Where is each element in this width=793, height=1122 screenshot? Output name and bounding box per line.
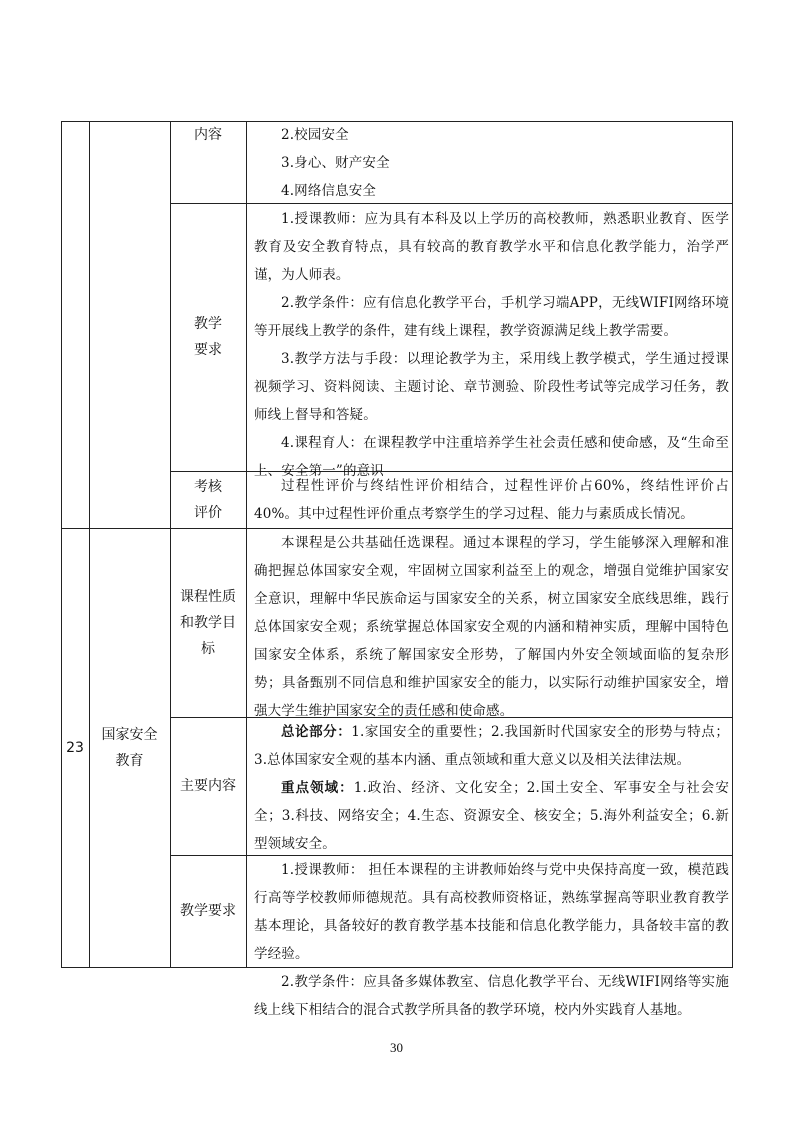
teaching-paragraph: 4.课程育人：在课程教学中注重培养学生社会责任感和使命感，及“生命至上、安全第一”的意识 xyxy=(254,435,729,479)
curriculum-table xyxy=(61,121,733,1018)
assessment-label: 考核 评价 xyxy=(194,478,222,521)
table-right-border xyxy=(732,121,733,968)
content-item: 4.网络信息安全 xyxy=(281,183,377,199)
teaching-paragraph: 2.教学条件：应有信息化教学平台，手机学习端APP，无线WIFI网络环境等开展线上教学的条件，建有线上课程，教学资源满足线上教学需要。 xyxy=(254,295,729,339)
general-text: 1.家国安全的重要性；2.我国新时代国家安全的形势与特点；3.总体国家安全观的基本内涵、重点领域和重大意义以及相关法律法规。 xyxy=(254,724,729,768)
row-number: 23 xyxy=(66,739,84,756)
main-content-label: 主要内容 xyxy=(180,778,236,794)
page-number: 30 xyxy=(390,1040,403,1055)
teaching-requirements-text xyxy=(254,205,729,485)
course-nature-text: 本课程是公共基础任选课程。通过本课程的学习，学生能够深入理解和准确把握总体国家安全观，牢固树立国家利益至上的观念，增强自觉维护国家安全意识，理解中华民族命运与国家安全的关系，树立国家安全底线思维，践行总体国家安全观；系统掌握总体国家安全观的内涵和精神实质，理解中国特色国家安全体系，系统了解国家安全形势，了解国内外安全领域面临的复杂形势；具备甄别不同信息和维护国家安全的能力，以实际行动维护国家安全，增强大学生维护国家安全的责任感和使命感。 xyxy=(254,535,729,719)
key-areas-text: 1.政治、经济、文化安全；2.国土安全、军事安全与社会安全；3.科技、网络安全；4.生态、资源安全、核安全；5.海外利益安全；6.新型领域安全。 xyxy=(254,780,729,852)
content-item: 2.校园安全 xyxy=(281,127,349,143)
teaching-paragraph: 2.教学条件：应具备多媒体教室、信息化教学平台、无线WIFI网络等实施线上线下相结合的混合式教学所具备的教学环境，校内外实践育人基地。 xyxy=(254,974,729,1018)
teaching-requirements-label: 教学要求 xyxy=(180,903,236,919)
content-item: 3.身心、财产安全 xyxy=(281,155,390,171)
content-label: 内容 xyxy=(194,127,222,143)
assessment-text: 过程性评价与终结性评价相结合，过程性评价占60%，终结性评价占40%。其中过程性评价重点考察学生的学习过程、能力与素质成长情况。 xyxy=(254,478,729,522)
main-content-text xyxy=(254,718,729,858)
teaching-requirements-label: 教学 要求 xyxy=(194,316,222,358)
content-items xyxy=(254,121,729,203)
teaching-requirements-text xyxy=(254,856,729,1024)
general-heading: 总论部分： xyxy=(281,724,352,740)
key-areas-heading: 重点领域： xyxy=(281,780,354,796)
course-name: 国家安全 教育 xyxy=(101,726,158,769)
teaching-paragraph: 1.授课教师：应为具有本科及以上学历的高校教师，熟悉职业教育、医学教育及安全教育特点，具有较高的教育教学水平和信息化教学能力，治学严谨，为人师表。 xyxy=(254,211,729,283)
teaching-paragraph: 3.教学方法与手段：以理论教学为主，采用线上教学模式，学生通过授课视频学习、资料阅读、主题讨论、章节测验、阶段性考试等完成学习任务，教师线上督导和答疑。 xyxy=(254,351,729,423)
column-divider xyxy=(246,121,247,968)
course-nature-label: 课程性质 和教学目 标 xyxy=(180,588,236,657)
teaching-paragraph: 1.授课教师： 担任本课程的主讲教师始终与党中央保持高度一致，模范践行高等学校教师师德规范。具有高校教师资格证，熟练掌握高等职业教育教学基本理论，具备较好的教育教学基本技能和信息化教学能力，具备较丰富的教学经验。 xyxy=(254,862,729,962)
